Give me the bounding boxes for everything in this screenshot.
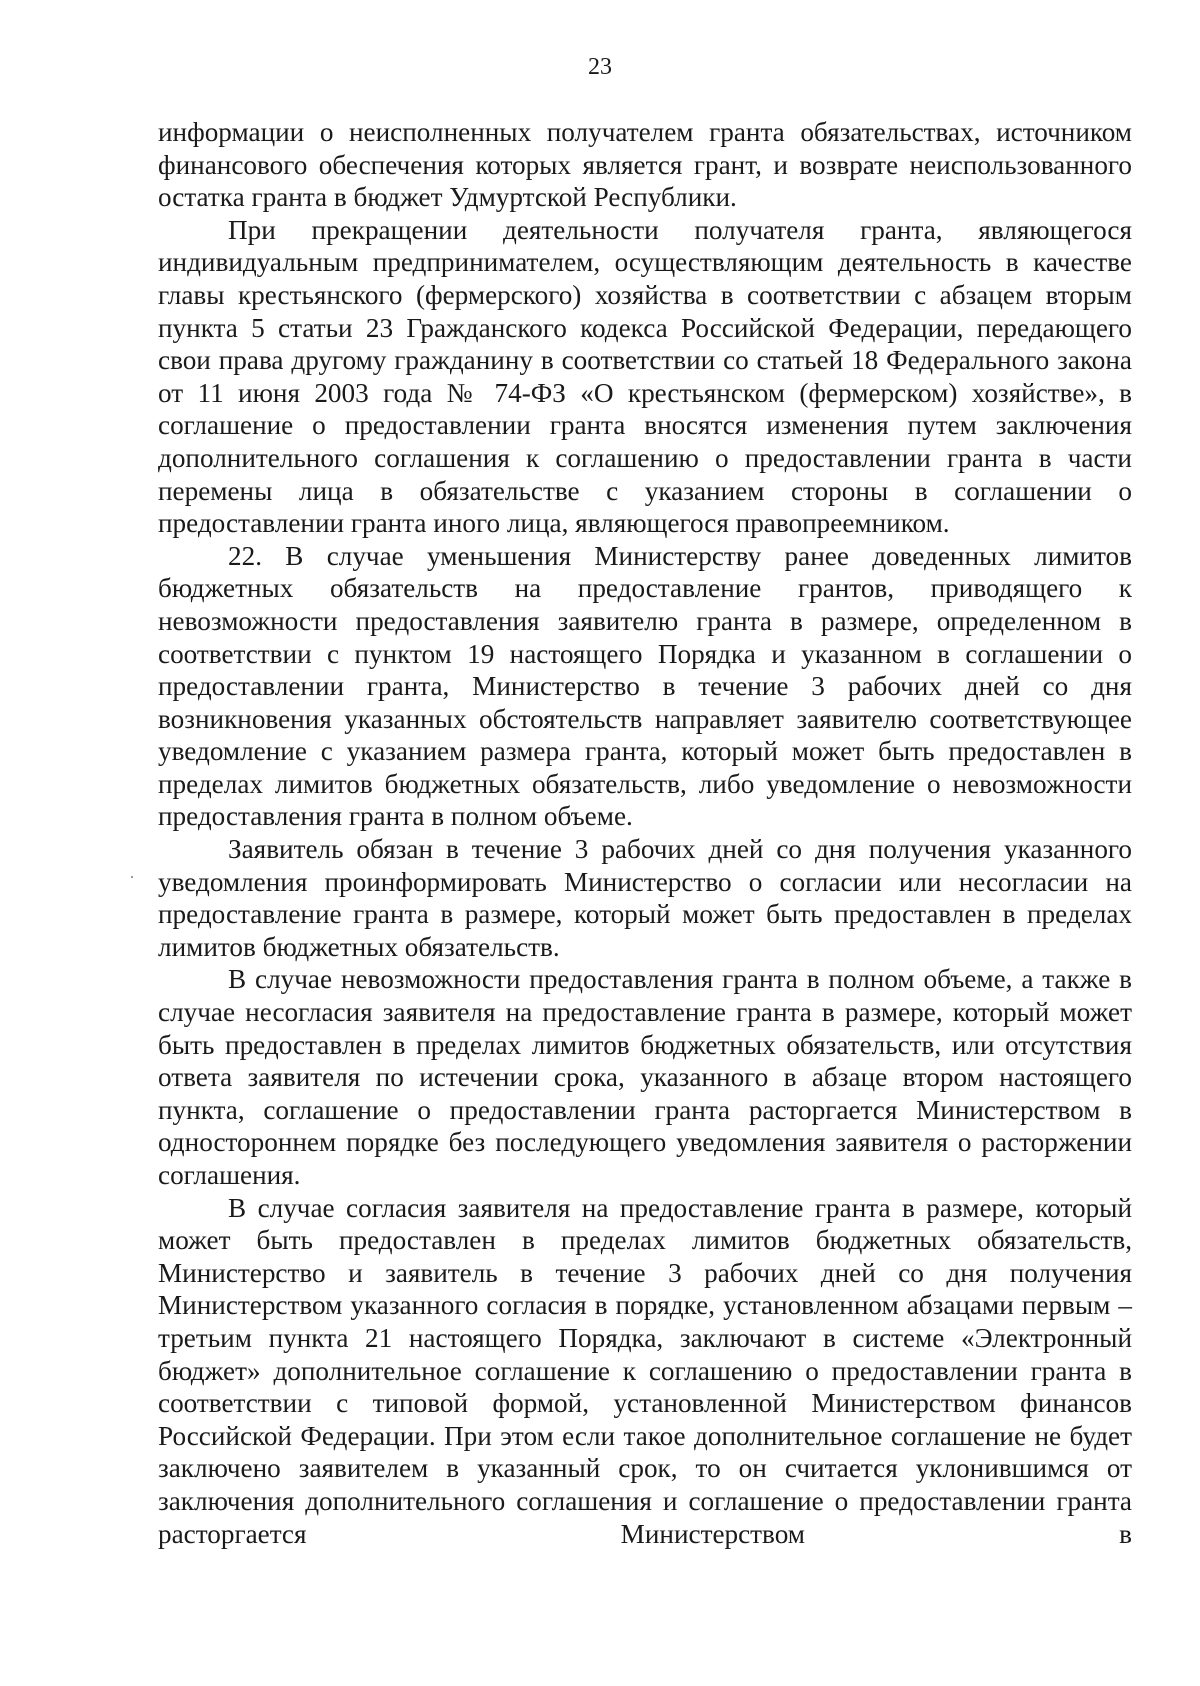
scan-artifact-dot xyxy=(131,876,133,878)
paragraph-applicant-obligation: Заявитель обязан в течение 3 рабочих дней со дня получения указанного уведомления проинформировать Министерство о согласии или несогласии на предоставление гранта в размере, который может быть предоставлен в пределах лимитов бюджетных обязательств. xyxy=(158,834,1132,962)
paragraph-termination-of-activity: При прекращении деятельности получателя гранта, являющегося индивидуальным предпринимателем, осуществляющим деятельность в качестве главы крестьянского (фермерского) хозяйства в соответствии с абзацем вторым пункта 5 статьи 23 Гражданского кодекса Российской Федерации, передающего свои права другому гражданину в соответствии со статьей 18 Федерального закона от 11 июня 2003 года № 74-ФЗ «О крестьянском (фермерском) хозяйстве», в соглашение о предоставлении гранта вносятся изменения путем заключения дополнительного соглашения к соглашению о предоставлении гранта в части перемены лица в обязательстве с указанием стороны в соглашении о предоставлении гранта иного лица, являющегося правопреемником. xyxy=(158,214,1132,539)
paragraph-item-22: 22. В случае уменьшения Министерству ранее доведенных лимитов бюджетных обязательств на предоставление грантов, приводящего к невозможности предоставления заявителю гранта в размере, определенном в соответствии с пунктом 19 настоящего Порядка и указанном в соглашении о предоставлении гранта, Министерство в течение 3 рабочих дней со дня возникновения указанных обстоятельств направляет заявителю соответствующее уведомление с указанием размера гранта, который может быть предоставлен в пределах лимитов бюджетных обязательств, либо уведомление о невозможности предоставления гранта в полном объеме. xyxy=(158,540,1132,832)
page-number: 23 xyxy=(588,54,612,80)
paragraph-continuation: информации о неисполненных получателем гранта обязательствах, источником финансового обеспечения которых является грант, и возврате неиспользованного остатка гранта в бюджет Удмуртской Республики. xyxy=(158,117,1132,213)
paragraph-grant-impossibility: В случае невозможности предоставления гранта в полном объеме, а также в случае несогласия заявителя на предоставление гранта в размере, который может быть предоставлен в пределах лимитов бюджетных обязательств, или отсутствия ответа заявителя по истечении срока, указанного в абзаце втором настоящего пункта, соглашение о предоставлении гранта расторгается Министерством в одностороннем порядке без последующего уведомления заявителя о расторжении соглашения. xyxy=(158,964,1132,1190)
document-body xyxy=(158,116,1132,1550)
paragraph-applicant-consent: В случае согласия заявителя на предоставление гранта в размере, который может быть предоставлен в пределах лимитов бюджетных обязательств, Министерство и заявитель в течение 3 рабочих дней со дня получения Министерством указанного согласия в порядке, установленном абзацами первым – третьим пункта 21 настоящего Порядка, заключают в системе «Электронный бюджет» дополнительное соглашение к соглашению о предоставлении гранта в соответствии с типовой формой, установленной Министерством финансов Российской Федерации. При этом если такое дополнительное соглашение не будет заключено заявителем в указанный срок, то он считается уклонившимся от заключения дополнительного соглашения и соглашение о предоставлении гранта расторгается Министерством в xyxy=(158,1192,1132,1549)
